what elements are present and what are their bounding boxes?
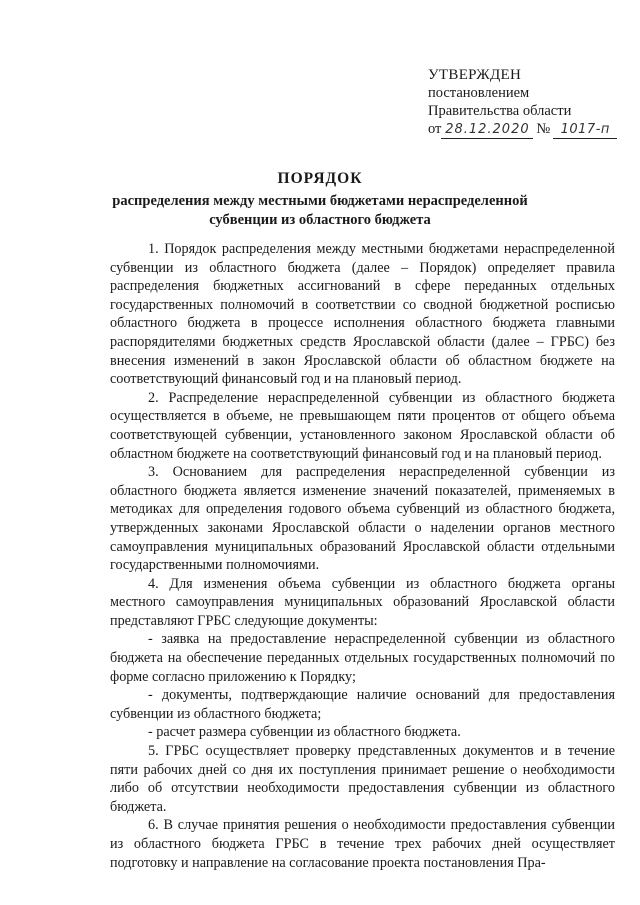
paragraph-4-item-2: - документы, подтверждающие наличие оснований для предоставления субвенции из областного бюджета; <box>110 687 615 722</box>
paragraph-3: 3. Основанием для распределения нераспределенной субвенции из областного бюджета является изменение значений показателей, применяемых в методиках для определения годового объема субвенций из областного бюджета, утвержденных законами Ярославской области о наделении органов местного самоуправления муниципальных образований Ярославской области отдельными государственными полномочиями. <box>110 464 615 574</box>
paragraph-4-item-1: - заявка на предоставление нераспределенной субвенции из областного бюджета на обеспечение переданных отдельных государственных полномочий по форме согласно приложению к Порядку; <box>110 631 615 685</box>
approval-number: 1017-п <box>553 122 617 139</box>
paragraph-2: 2. Распределение нераспределенной субвенции из областного бюджета осуществляется в объеме, не превышающем пяти процентов от общего объема соответствующей субвенции, установленного законом Ярославской области об областном бюджете на соответствующий финансовый год и на плановый период. <box>110 389 615 462</box>
approval-number-sign: № <box>536 121 551 137</box>
paragraph-4-item-3: - расчет размера субвенции из областного бюджета. <box>148 724 461 741</box>
approval-line-1: постановлением <box>428 85 530 101</box>
paragraph-5: 5. ГРБС осуществляет проверку представленных документов и в течение пяти рабочих дней со дня их поступления принимает решение о необходимости либо об отсутствии необходимости предоставления субвенции из областного бюджета. <box>110 743 615 815</box>
approval-stamp <box>428 66 628 139</box>
paragraph-6: 6. В случае принятия решения о необходимости предоставления субвенции из областного бюджета ГРБС в течение трех рабочих дней осуществляет подготовку и направление на согласование проекта постановления Пра- <box>110 817 615 871</box>
paragraph-4: 4. Для изменения объема субвенции из областного бюджета органы местного самоуправления муниципальных образований Ярославской области представляют ГРБС следующие документы: <box>110 575 615 629</box>
paragraph-1: 1. Порядок распределения между местными бюджетами нераспределенной субвенции из областного бюджета (далее – Порядок) определяет правила распределения бюджетных ассигнований в сфере переданных отдельных государственных полномочий в соответствии со сводной бюджетной росписью областного бюджета в процессе исполнения областного бюджета главными распорядителями бюджетных средств Ярославской области (далее – ГРБС) без внесения изменений в закон Ярославской области об областном бюджете на соответствующий финансовый год и на плановый период. <box>110 241 615 388</box>
approval-date: 28.12.2020 <box>441 122 533 139</box>
approval-from: от <box>428 121 442 137</box>
approval-line-2: Правительства области <box>428 103 572 119</box>
document-body <box>110 240 615 872</box>
document-title: ПОРЯДОК <box>277 170 363 187</box>
approval-head: УТВЕРЖДЕН <box>428 67 522 83</box>
document-subtitle: распределения между местными бюджетами нераспределенной субвенции из областного бюджета <box>112 193 528 228</box>
approval-date-line <box>428 120 628 139</box>
